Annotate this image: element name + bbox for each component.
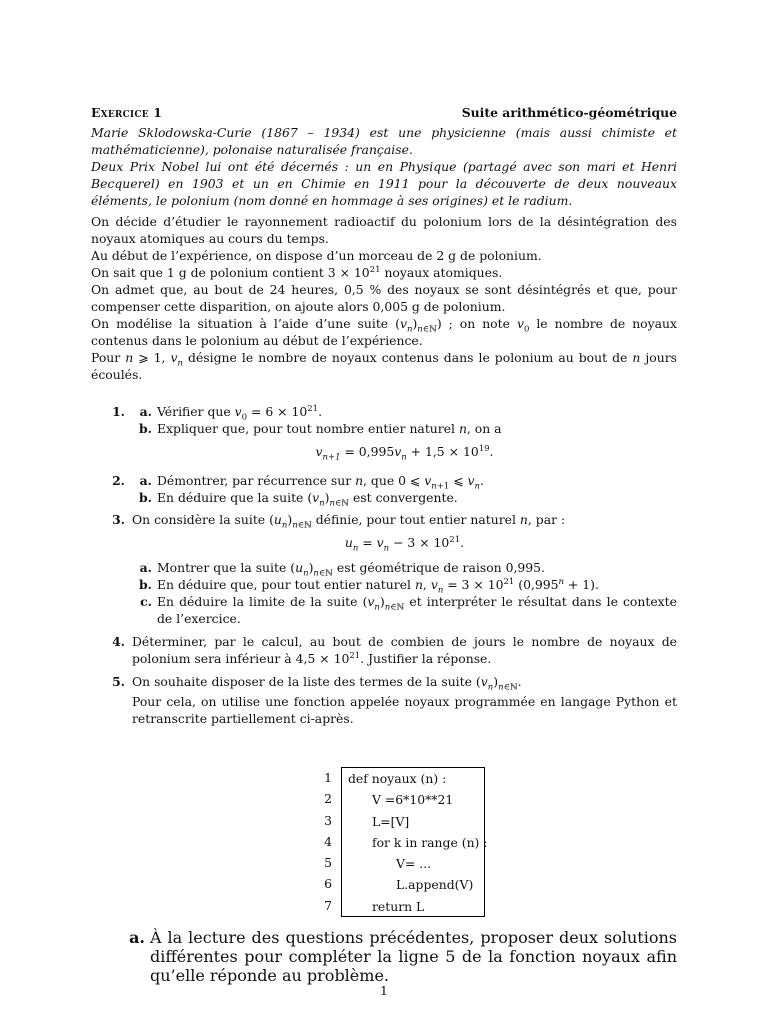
context-p2: Au début de l’expérience, on dispose d’un morceau de 2 g de polonium. [91, 248, 542, 263]
question-2: 2. a. Démontrer, par récurrence sur n, que 0 ⩽ $v_{n+1}$ ⩽ $v_n$. b. En déduire que la suite $(v_n)_{n\in ℕ}$ est convergente. [91, 472, 677, 506]
question-4: 4. Déterminer, par le calcul, au bout de combien de jours le nombre de noyaux de polonium sera inférieur à $4,5 \times 10^{21}$. Justifier la réponse. [112, 634, 677, 666]
question-5-python-intro: Pour cela, on utilise une fonction appelée noyaux programmée en langage Python et retranscrite partiellement ci-après. [132, 694, 677, 726]
question-2a: a. Démontrer, par récurrence sur n, que 0 ⩽ $v_{n+1}$ ⩽ $v_n$. [139, 473, 484, 492]
context-p6: Pour n ⩾ 1, $v_n$ désigne le nombre de noyaux contenus dans le polonium au bout de n jours écoulés. [91, 350, 677, 382]
code-line: L=[V] [372, 813, 410, 829]
question-3b: b. En déduire que, pour tout entier naturel n, $v_n = 3 \times 10^{21}$ $(0,995^n + 1)$. [139, 576, 599, 596]
exercise-header [91, 104, 677, 121]
context-block [91, 213, 677, 383]
exercise-page [91, 104, 677, 727]
code-line: def noyaux (n) : [348, 771, 447, 786]
question-1a: a. Vérifier que $v_0 = 6 \times 10^{21}$. [139, 403, 323, 423]
code-line: return L [372, 898, 425, 914]
question-5: 5. On souhaite disposer de la liste des termes de la suite $(v_n)_{n\in ℕ}$. Pour cela, on utilise une fonction appelée noyaux programmée en langage Python et retranscrite partiellement ci-après. [112, 674, 677, 726]
exercise-title: Exercice 1 [91, 105, 163, 120]
definition-equation: $u_n = v_n - 3 \times 10^{21}$. [344, 534, 465, 554]
code-line: L.append(V) [396, 877, 474, 893]
python-code-box [341, 767, 488, 917]
exercise-topic: Suite arithmético-géométrique [461, 105, 677, 120]
intro-biography: Marie Sklodowska-Curie (1867 – 1934) est une physicienne (mais aussi chimiste et mathématicienne), polonaise naturalisée française. [91, 125, 677, 157]
intro-block [91, 124, 677, 209]
context-p1: On décide d’étudier le rayonnement radioactif du polonium lors de la désintégration des noyaux atomiques au cours du temps. [91, 214, 677, 246]
question-1b: b. Expliquer que, pour tout nombre entier naturel n, on a [139, 421, 502, 436]
code-line: for k in range (n) : [372, 834, 488, 850]
question-3: 3. On considère la suite $(u_n)_{n\in ℕ}$ définie, pour tout entier naturel n, par : $u_n = v_n - 3 \times 10^{21}$. a. Montrer que la suite $(u_n)_{n\in ℕ}$ est géométrique de raison 0,995. b. En déduire que, pour tout entier naturel n, $v_n = 3 \times 10^{21}$ $(0,995^n + 1)$. c. En déduire la limite de la suite $(v_n)_{n\in ℕ}$ et interpréter le résultat dans le contexte de l’exercice. [112, 512, 677, 626]
page-number: 1 [380, 983, 388, 998]
context-p4: On admet que, au bout de 24 heures, 0,5 % des noyaux se sont désintégrés et que, pour compenser cette disparition, on ajoute alors 0,005 g de polonium. [91, 282, 677, 314]
question-5a: a. À la lecture des questions précédentes, proposer deux solutions différentes pour compléter la ligne 5 de la fonction noyaux afin qu’elle réponde au problème. [129, 928, 677, 985]
context-p3: On sait que 1 g de polonium contient $3 \times 10^{21}$ noyaux atomiques. [91, 264, 503, 280]
code-line: V= ... [396, 856, 432, 872]
intro-nobel: Deux Prix Nobel lui ont été décernés : un en Physique (partagé avec son mari et Henri Becquerel) en 1903 et un en Chimie en 1911 pour la découverte de deux nouveaux éléments, le polonium (nom donné en hommage à ses origines) et le radium. [91, 159, 677, 208]
recurrence-equation: $v_{n+1} = 0,995v_n + 1,5 \times 10^{19}$. [315, 443, 494, 463]
question-3c: c. En déduire la limite de la suite $(v_n)_{n\in ℕ}$ et interpréter le résultat dans le contexte de l’exercice. [140, 594, 677, 626]
question-3a: a. Montrer que la suite $(u_n)_{n\in ℕ}$ est géométrique de raison 0,995. [139, 560, 545, 579]
question-number: 1. [112, 404, 125, 419]
context-p5: On modélise la situation à l’aide d’une suite $(v_n)_{n\in ℕ}$) ; on note $v_0$ le nombre de noyaux contenus dans le polonium au début de l’expérience. [91, 316, 677, 348]
code-line: V =6*10**21 [372, 792, 454, 808]
code-line-numbers: 1 2 3 4 5 6 7 [324, 770, 332, 913]
question-2b: b. En déduire que la suite $(v_n)_{n\in ℕ}$ est convergente. [139, 490, 458, 509]
question-1 [91, 403, 677, 468]
